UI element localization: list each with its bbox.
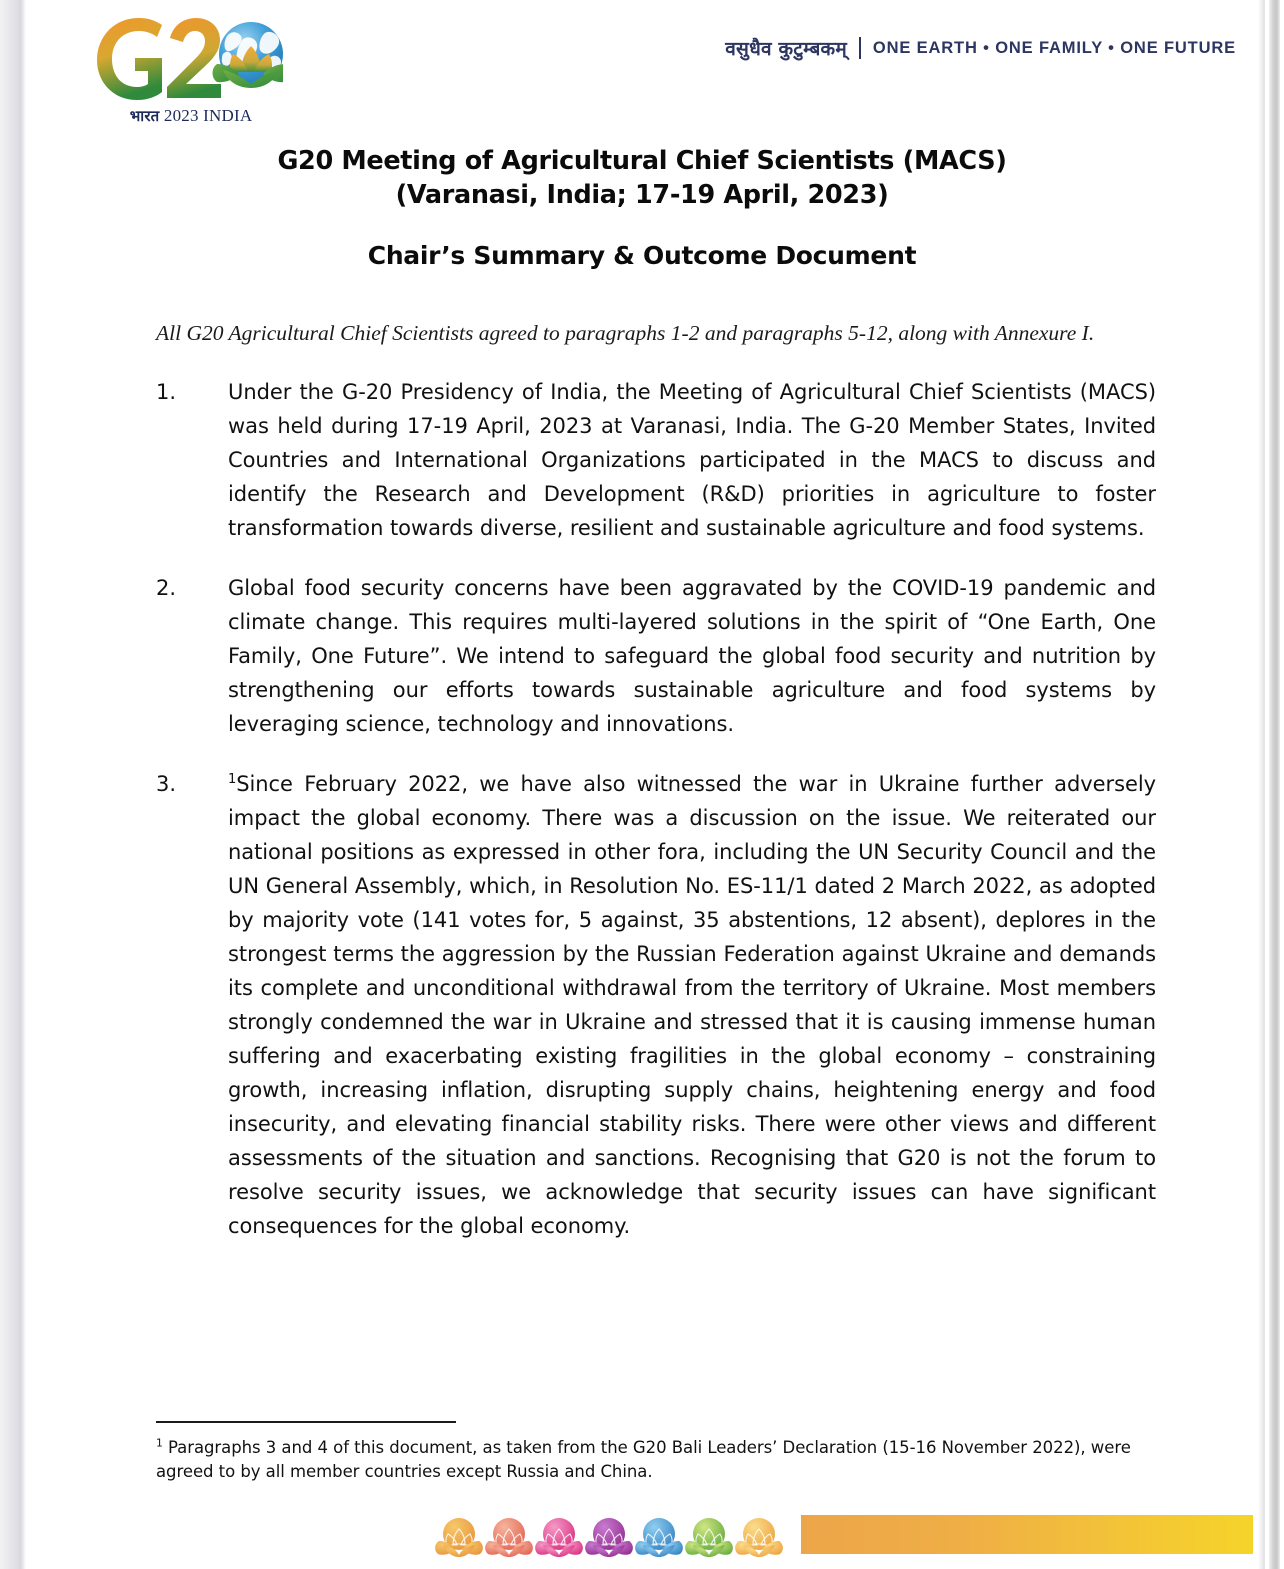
g20-logo [83,8,283,138]
g20-logo-bharat: भारत [129,107,160,125]
g20-logo-subtitle [111,106,271,126]
paragraph-1-text: Under the G-20 Presidency of India, the Meeting of Agricultural Chief Scientists (MACS) was held during 17-19 April, 2023 at Varanasi, India. The G-20 Member States, Invited Countries and International Organizations participated in the MACS to discuss and identify the Research and Development (R&D) priorities in agriculture to foster transformation towards diverse, resilient and sustainable agriculture and food systems. [228,379,1156,541]
lotus-motif-icon [685,1513,733,1559]
g20-logo-year: 2023 [163,106,199,125]
lotus-motif-row [435,1513,783,1559]
lotus-motif-icon [435,1513,483,1559]
paragraph-3-number: 3. [156,772,177,797]
document-header [26,0,1258,145]
g20-wordmark-icon [83,8,283,106]
paragraph-3-footnote-marker: 1 [228,772,237,788]
page-left-gutter [0,0,26,1569]
tagline-sanskrit: वसुधैव कुटुम्बकम् [725,38,847,60]
footnote-area [156,1421,1156,1483]
footnote-body: Paragraphs 3 and 4 of this document, as taken from the G20 Bali Leaders’ Declaration (15-16 November 2022), were agreed to by all member countries except Russia and China. [156,1438,1131,1481]
paragraph-2-text: Global food security concerns have been aggravated by the COVID-19 pandemic and climate change. This requires multi-layered solutions in the spirit of “One Earth, One Family, One Future”. We intend to safeguard the global food security and nutrition by strengthening our efforts towards sustainable agriculture and food systems by leveraging science, technology and innovations. [228,576,1156,737]
letter-g [97,18,162,100]
footnote-marker: 1 [156,1436,163,1450]
paragraph-3-text [228,767,1156,1243]
paragraph-2-number: 2. [156,576,177,601]
scrollbar-thumb[interactable] [1269,0,1280,1569]
letter-2 [167,18,221,98]
tagline-divider [859,37,861,59]
lotus-motif-icon [485,1513,533,1559]
footnote-text [156,1436,1156,1483]
scrollbar-track[interactable] [1264,0,1284,1569]
intro-note: All G20 Agricultural Chief Scientists agreed to paragraphs 1-2 and paragraphs 5-12, along with Annexure I. [156,321,1095,345]
document-page [26,0,1258,1569]
lotus-motif-icon [735,1513,783,1559]
lotus-motif-icon [535,1513,583,1559]
gradient-accent-bar [801,1515,1253,1554]
paragraph-1-number: 1. [156,379,177,404]
paragraph-2 [156,571,1156,741]
g20-logo-country: INDIA [203,106,253,125]
lotus-motif-icon [585,1513,633,1559]
title-block [142,145,1142,270]
paragraph-1 [156,375,1156,545]
page-title-line1: G20 Meeting of Agricultural Chief Scientists (MACS) [277,146,1007,176]
bottom-decorative-strip [26,1505,1258,1569]
tagline-english: ONE EARTH • ONE FAMILY • ONE FUTURE [872,38,1236,57]
paragraph-3-body: Since February 2022, we have also witnessed the war in Ukraine further adversely impact the global economy. There was a discussion on the issue. We reiterated our national positions as expressed in other fora, including the UN Security Council and the UN General Assembly, which, in Resolution No. ES-11/1 dated 2 March 2022, as adopted by majority vote (141 votes for, 5 against, 35 abstentions, 12 absent), deplores in the strongest terms the aggression by the Russian Federation against Ukraine and demands its complete and unconditional withdrawal from the territory of Ukraine. Most members strongly condemned the war in Ukraine and stressed that it is causing immense human suffering and exacerbating existing fragilities in the global economy – constraining growth, increasing inflation, disrupting supply chains, heightening energy and food insecurity, and elevating financial stability risks. There were other views and different assessments of the situation and sanctions. Recognising that G20 is not the forum to resolve security issues, we acknowledge that security issues can have significant consequences for the global economy. [228,772,1156,1239]
paragraph-3 [156,767,1156,1243]
header-tagline [725,35,1236,61]
lotus-motif-icon [635,1513,683,1559]
document-content [156,318,1156,1243]
footnote-separator [156,1421,456,1423]
page-subtitle: Chair’s Summary & Outcome Document [367,241,917,271]
page-title-line2: (Varanasi, India; 17-19 April, 2023) [395,179,889,210]
